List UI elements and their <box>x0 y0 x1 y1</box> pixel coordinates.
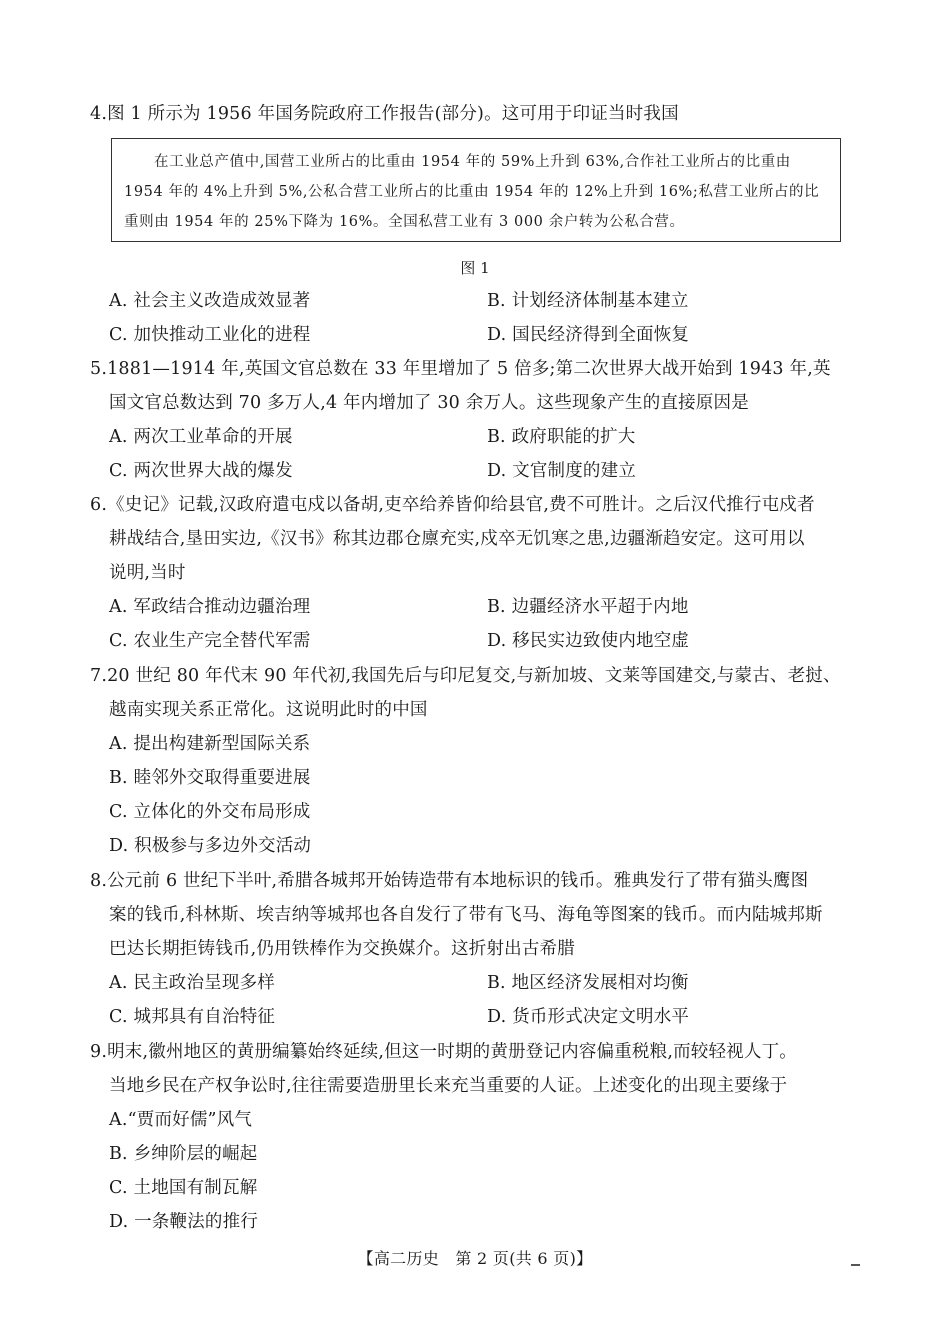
option-4c[interactable]: C. 加快推动工业化的进程 <box>109 325 311 345</box>
page-footer: 【高二历史 第 2 页(共 6 页)】 <box>357 1249 593 1268</box>
question-8-stem-cont: 案的钱币,科林斯、埃吉纳等城邦也各自发行了带有飞马、海龟等图案的钱币。而内陆城邦斯 <box>109 905 823 925</box>
question-7 <box>90 659 865 863</box>
question-8-stem: 8.公元前 6 世纪下半叶,希腊各城邦开始铸造带有本地标识的钱币。雅典发行了带有猫头鹰图 <box>90 871 809 891</box>
figure-1-box <box>111 138 841 242</box>
question-8 <box>90 864 865 1034</box>
figure-1-caption: 图 1 <box>460 259 490 277</box>
option-8d[interactable]: D. 货币形式决定文明水平 <box>487 1007 690 1027</box>
option-9b[interactable]: B. 乡绅阶层的崛起 <box>109 1144 258 1164</box>
option-7b[interactable]: B. 睦邻外交取得重要进展 <box>109 768 311 788</box>
option-4b[interactable]: B. 计划经济体制基本建立 <box>487 291 689 311</box>
question-6-stem-cont2: 说明,当时 <box>109 563 186 583</box>
option-9c[interactable]: C. 土地国有制瓦解 <box>109 1178 258 1198</box>
option-9d[interactable]: D. 一条鞭法的推行 <box>109 1212 259 1232</box>
option-4a[interactable]: A. 社会主义改造成效显著 <box>109 291 311 311</box>
option-6d[interactable]: D. 移民实边致使内地空虚 <box>487 631 690 651</box>
question-5-stem-cont: 国文官总数达到 70 多万人,4 年内增加了 30 余万人。这些现象产生的直接原因是 <box>109 393 749 413</box>
question-6 <box>90 488 865 658</box>
option-5c[interactable]: C. 两次世界大战的爆发 <box>109 461 293 481</box>
question-9-stem-cont: 当地乡民在产权争讼时,往往需要造册里长来充当重要的人证。上述变化的出现主要缘于 <box>109 1076 788 1096</box>
option-8a[interactable]: A. 民主政治呈现多样 <box>109 973 275 993</box>
option-6b[interactable]: B. 边疆经济水平超于内地 <box>487 597 689 617</box>
question-6-stem: 6.《史记》记载,汉政府遣屯戍以备胡,吏卒给养皆仰给县官,费不可胜计。之后汉代推行屯戍者 <box>90 495 815 515</box>
question-8-stem-cont2: 巴达长期拒铸钱币,仍用铁棒作为交换媒介。这折射出古希腊 <box>109 939 575 959</box>
option-5a[interactable]: A. 两次工业革命的开展 <box>109 427 293 447</box>
question-4-stem: 4.图 1 所示为 1956 年国务院政府工作报告(部分)。这可用于印证当时我国 <box>90 104 679 124</box>
question-6-stem-cont: 耕战结合,垦田实边,《汉书》称其边郡仓廪充实,戍卒无饥寒之患,边疆渐趋安定。这可用以 <box>109 529 805 549</box>
option-4d[interactable]: D. 国民经济得到全面恢复 <box>487 325 690 345</box>
option-5b[interactable]: B. 政府职能的扩大 <box>487 427 636 447</box>
option-9a[interactable]: A.“贾而好儒”风气 <box>109 1110 253 1130</box>
question-5-stem: 5.1881—1914 年,英国文官总数在 33 年里增加了 5 倍多;第二次世界大战开始到 1943 年,英 <box>90 359 831 379</box>
question-5 <box>90 352 865 488</box>
question-9-stem: 9.明末,徽州地区的黄册编纂始终延续,但这一时期的黄册登记内容偏重税粮,而较轻视人丁。 <box>90 1042 797 1062</box>
option-7c[interactable]: C. 立体化的外交布局形成 <box>109 802 311 822</box>
option-8c[interactable]: C. 城邦具有自治特征 <box>109 1007 276 1027</box>
option-7d[interactable]: D. 积极参与多边外交活动 <box>109 836 312 856</box>
option-5d[interactable]: D. 文官制度的建立 <box>487 461 637 481</box>
option-8b[interactable]: B. 地区经济发展相对均衡 <box>487 973 689 993</box>
question-7-stem: 7.20 世纪 80 年代末 90 年代初,我国先后与印尼复交,与新加坡、文莱等国建交,与蒙古、老挝、 <box>90 666 841 686</box>
question-4 <box>90 97 865 131</box>
figure-1-text: 在工业总产值中,国营工业所占的比重由 1954 年的 59%上升到 63%,合作社工业所占的比重由 1954 年的 4%上升到 5%,公私合营工业所占的比重由 1954 年的 12%上升到 16%;私营工业所占的比重则由 1954 年的 25%下降为 16%。全国私营工业有 3 000 余户转为公私合营。 <box>124 154 820 230</box>
option-6a[interactable]: A. 军政结合推动边疆治理 <box>109 597 311 617</box>
corner-mark <box>851 1264 860 1266</box>
question-4-options <box>90 284 865 352</box>
option-7a[interactable]: A. 提出构建新型国际关系 <box>109 734 311 754</box>
question-9 <box>90 1035 865 1239</box>
option-6c[interactable]: C. 农业生产完全替代军需 <box>109 631 311 651</box>
question-7-stem-cont: 越南实现关系正常化。这说明此时的中国 <box>109 700 428 720</box>
